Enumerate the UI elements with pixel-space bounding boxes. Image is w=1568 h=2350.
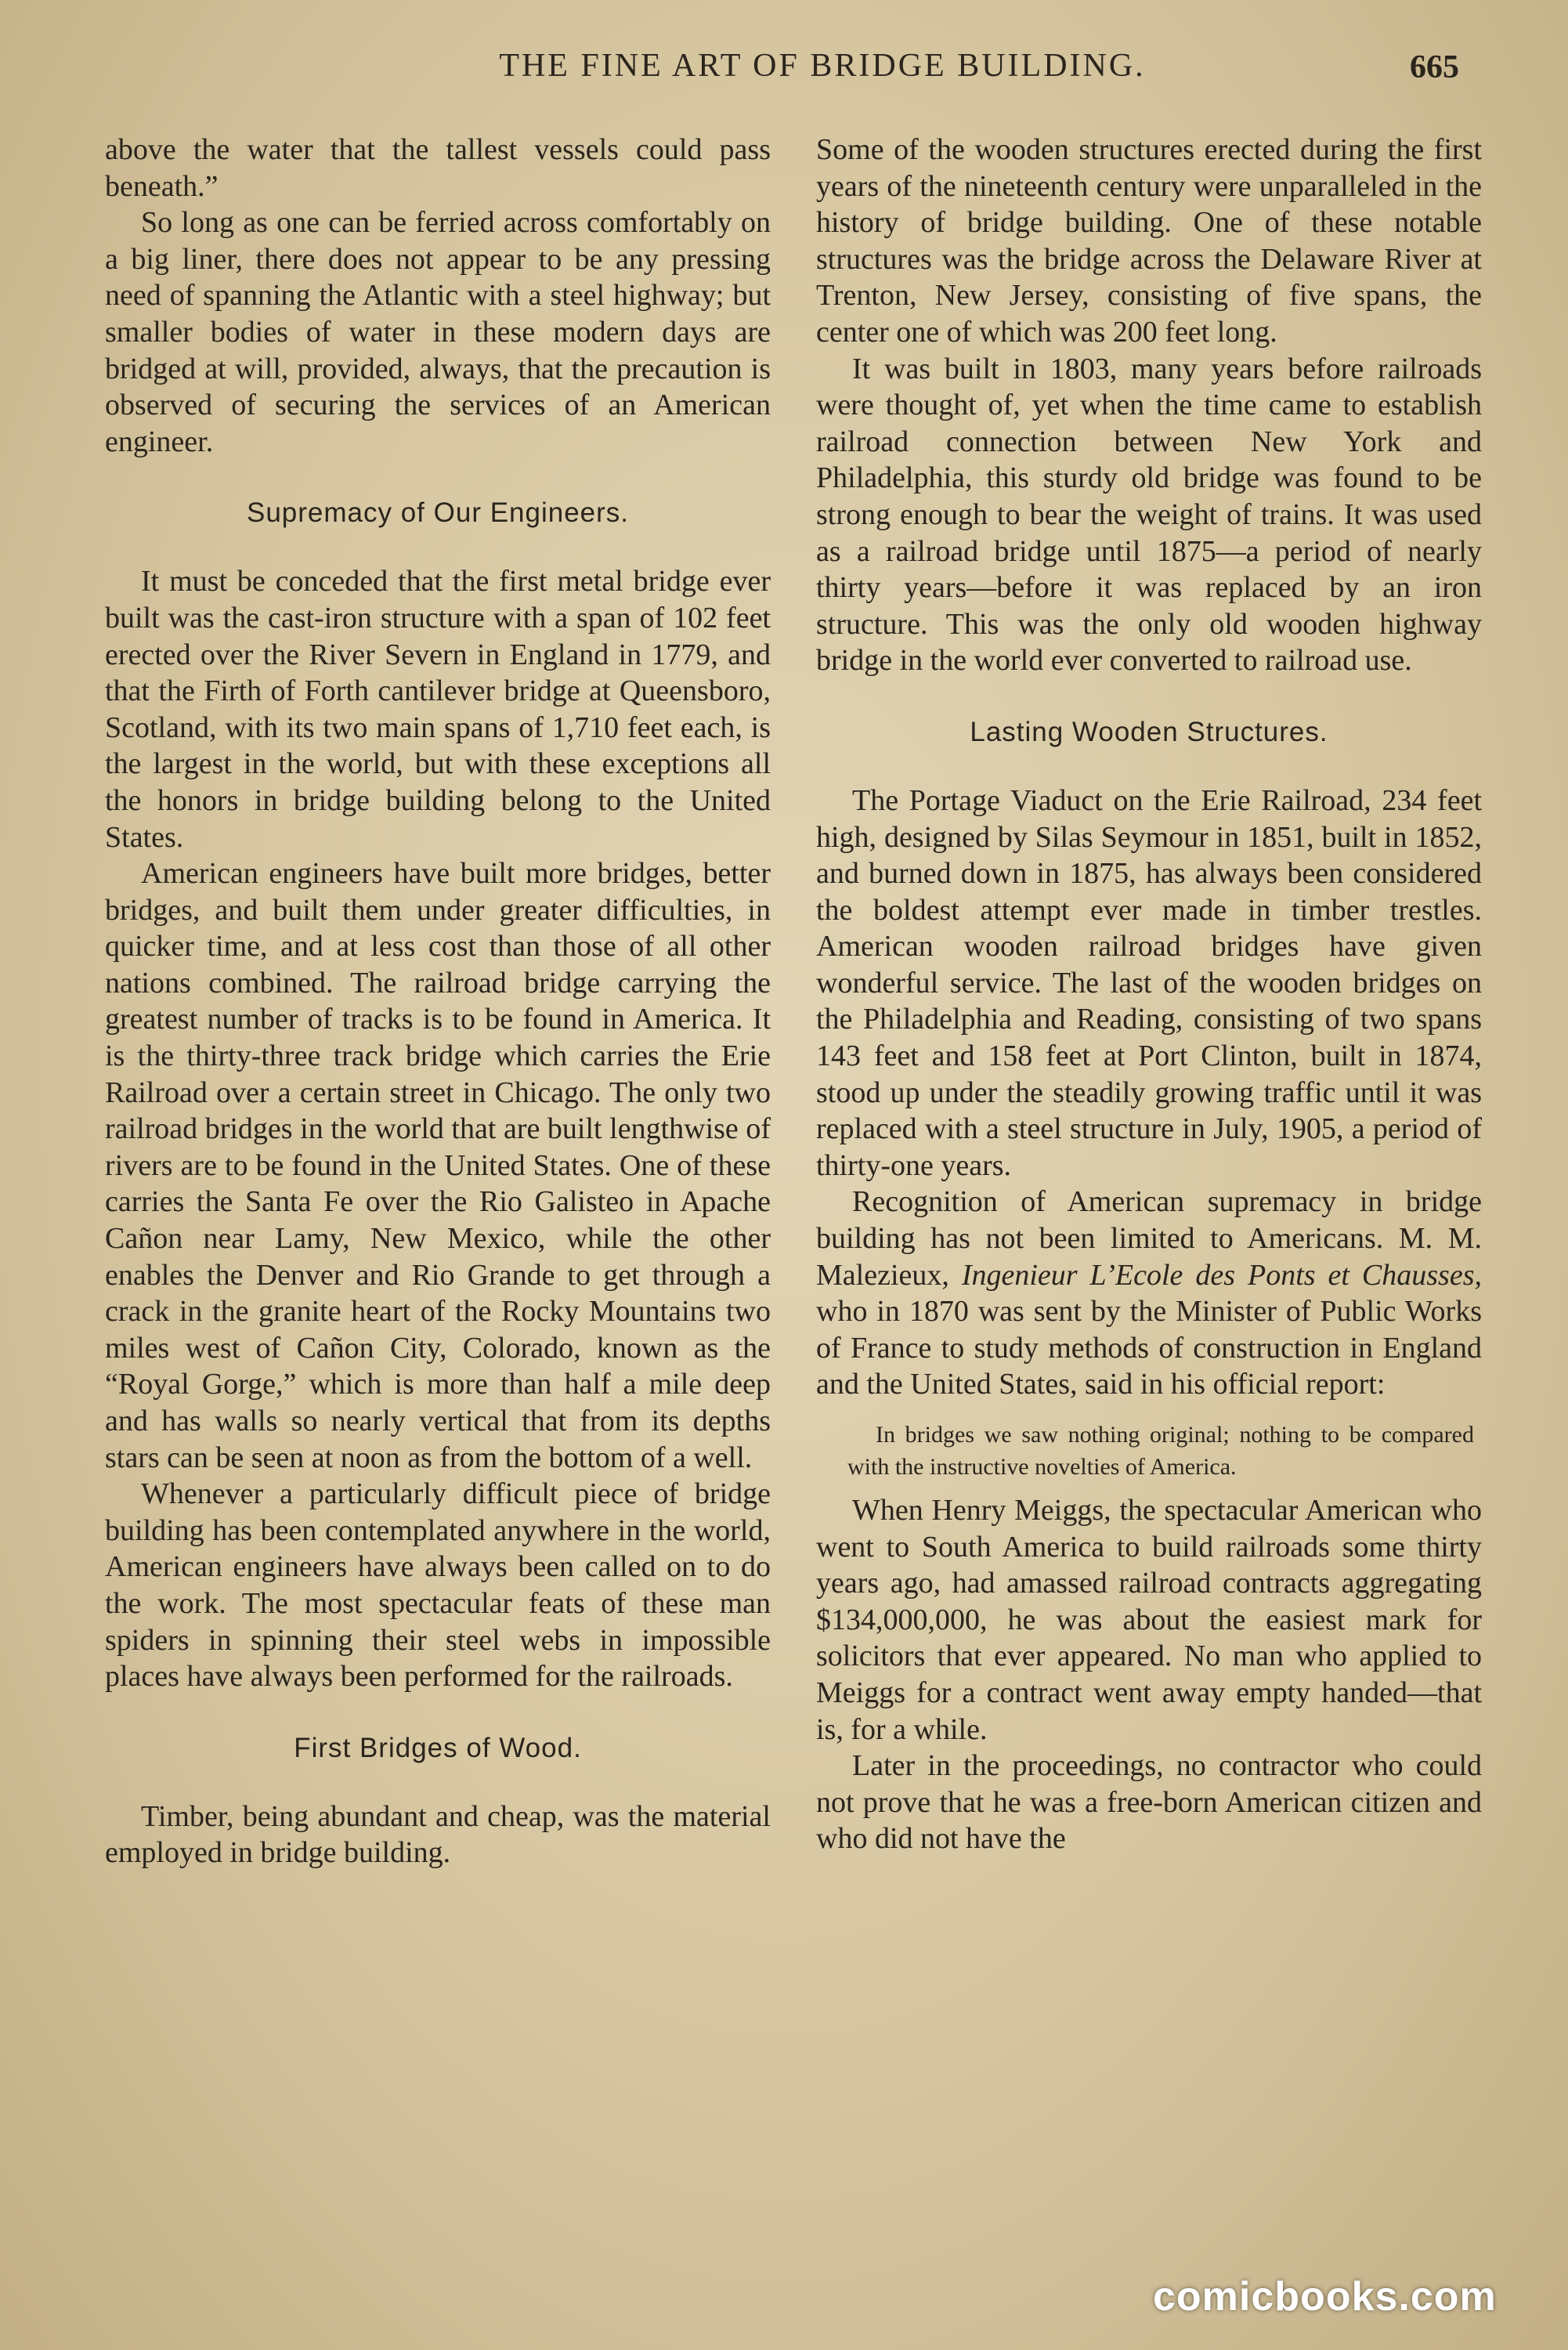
- right-column: [816, 132, 1482, 1857]
- paragraph: When Henry Meiggs, the spectacular American who went to South America to build railroads some thirty years ago, had amassed railroad contracts aggregating $134,000,000, he was about the easiest mark for solicitors that ever appeared. No man who applied to Meiggs for a contract went away empty handed—that is, for a while.: [816, 1494, 1482, 1746]
- paragraph: above the water that the tallest vessels could pass beneath.”: [105, 133, 771, 203]
- italic-text: Ingenieur L’Ecole des Ponts et Chausses,: [961, 1258, 1482, 1292]
- paragraph: Some of the wooden structures erected during the first years of the nineteenth century were unparalleled in the history of bridge building. One of these notable structures was the bridge across the Delaware River at Trenton, New Jersey, consisting of five spans, the center one of which was 200 feet long.: [816, 133, 1482, 349]
- paragraph: Whenever a particularly difficult piece of bridge building has been contemplated anywhere in the world, American engineers have always been called on to do the work. The most spectacular feats of these man spiders in spinning their steel webs in impossible places have always been performed for the railroads.: [105, 1477, 771, 1694]
- section-heading: Lasting Wooden Structures.: [970, 716, 1328, 747]
- running-head-title: THE FINE ART OF BRIDGE BUILDING.: [499, 48, 1146, 84]
- paragraph: Timber, being abundant and cheap, was the material employed in bridge building.: [105, 1799, 771, 1870]
- paragraph: The Portage Viaduct on the Erie Railroad, 234 feet high, designed by Silas Seymour in 1851, built in 1852, and burned down in 1875, has always been considered the boldest attempt ever made in timber trestles. American wooden railroad bridges have given wonderful service. The last of the wooden bridges on the Philadelphia and Reading, consisting of two spans 143 feet and 158 feet at Port Clinton, built in 1874, stood up under the steadily growing traffic until it was replaced with a steel structure in July, 1905, a period of thirty-one years.: [816, 783, 1482, 1182]
- paragraph: It was built in 1803, many years before railroads were thought of, yet when the time came to establish railroad connection between New York and Philadelphia, this sturdy old bridge was found to be strong enough to bear the weight of trains. It was used as a railroad bridge until 1875—a period of nearly thirty years—before it was replaced by an iron structure. This was the only old wooden highway bridge in the world ever converted to railroad use.: [816, 352, 1482, 678]
- left-column: [105, 132, 771, 1871]
- watermark-text: comicbooks.com: [1153, 2274, 1497, 2319]
- paragraph: American engineers have built more bridges, better bridges, and built them under greater difficulties, in quicker time, and at less cost than those of all other nations combined. The railroad bridge carrying the greatest number of tracks is to be found in America. It is the thirty-three track bridge which carries the Erie Railroad over a certain street in Chicago. The only two railroad bridges in the world that are built lengthwise of rivers are to be found in the United States. One of these carries the Santa Fe over the Rio Galisteo in Apache Cañon near Lamy, New Mexico, while the other enables the Denver and Rio Grande to get through a crack in the granite heart of the Rocky Mountains two miles west of Cañon City, Colorado, known as the “Royal Gorge,” which is more than half a mile deep and has walls so nearly vertical that from its depths stars can be seen at noon as from the bottom of a well.: [105, 857, 771, 1474]
- paragraph: Later in the proceedings, no contractor who could not prove that he was a free-born American citizen and who did not have the: [816, 1749, 1482, 1856]
- section-heading: Supremacy of Our Engineers.: [246, 497, 630, 529]
- text-run: who in 1870 was sent by the Minister of Public Works of France to study methods of construction in England and the United States, said in his official report:: [816, 1295, 1482, 1401]
- text-run: Recognition of American supremacy in bridge building has not been limited to Americans. M. M. Malezieux,: [816, 1185, 1482, 1292]
- block-quote: In bridges we saw nothing original; nothing to be compared with the instructive novelties of America.: [847, 1422, 1474, 1480]
- paragraph: It must be conceded that the first metal bridge ever built was the cast-iron structure with a span of 102 feet erected over the River Severn in England in 1779, and that the Firth of Forth cantilever bridge at Queensboro, Scotland, with its two main spans of 1,710 feet each, is the largest in the world, but with these exceptions all the honors in bridge building belong to the United States.: [105, 565, 771, 854]
- page-number: 665: [1410, 49, 1459, 85]
- section-heading: First Bridges of Wood.: [294, 1732, 582, 1763]
- paragraph: So long as one can be ferried across comfortably on a big liner, there does not appear to be any pressing need of spanning the Atlantic with a steel highway; but smaller bodies of water in these modern days are bridged at will, provided, always, that the precaution is observed of securing the services of an American engineer.: [105, 206, 771, 458]
- paragraph: [816, 1184, 1482, 1403]
